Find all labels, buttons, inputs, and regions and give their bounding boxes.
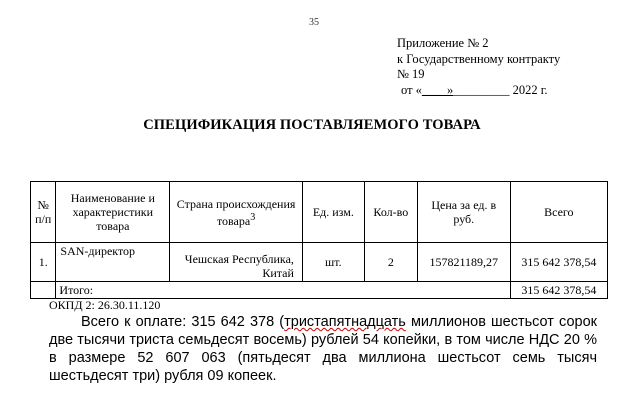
cell-unit: шт. xyxy=(302,243,364,282)
header-country-text: Страна происхождения товара xyxy=(176,196,296,228)
payment-misspelled-word: тристапятнадцать xyxy=(284,314,406,330)
date-year: 2022 г. xyxy=(509,82,548,97)
date-month-blank: _________ xyxy=(453,82,510,97)
appendix-line-2: к Государственному контракту xyxy=(397,51,561,66)
cell-name: SAN-директор xyxy=(56,243,170,282)
okpd-code: ОКПД 2: 26.30.11.120 xyxy=(49,298,161,312)
header-total: Всего xyxy=(510,182,607,243)
cell-total-blank xyxy=(31,282,56,299)
header-country xyxy=(170,182,303,243)
header-num: № п/п xyxy=(31,182,56,243)
cell-num: 1. xyxy=(31,243,56,282)
document-title: СПЕЦИФИКАЦИЯ ПОСТАВЛЯЕМОГО ТОВАРА xyxy=(143,117,481,133)
header-unit: Ед. изм. xyxy=(302,182,364,243)
cell-total: 315 642 378,54 xyxy=(510,243,607,282)
specification-table xyxy=(30,181,608,299)
date-day-blank: ____» xyxy=(421,82,454,97)
appendix-date xyxy=(401,83,560,99)
cell-qty: 2 xyxy=(364,243,417,282)
header-country-footnote: 3 xyxy=(250,211,256,223)
cell-country: Чешская Республика, Китай xyxy=(170,243,303,282)
header-name: Наименование и характеристики товара xyxy=(56,182,170,243)
page-number: 35 xyxy=(309,17,319,28)
table-header-row xyxy=(31,182,608,243)
payment-text-2: миллионов шестьсот сорок две тысячи триста семьдесят восемь) рублей 54 копейки, в том числе НДС 20 % в размере 52 607 063 (пятьдесят два миллиона шестьсот семь тысяч шестьдесят три) рубля 09 копеек. xyxy=(49,314,598,384)
header-price: Цена за ед. в руб. xyxy=(417,182,510,243)
cell-price: 157821189,27 xyxy=(417,243,510,282)
appendix-header xyxy=(397,36,560,98)
table-total-row xyxy=(31,282,608,299)
payment-text-1: Всего к оплате: 315 642 378 ( xyxy=(81,314,285,330)
header-qty: Кол-во xyxy=(364,182,417,243)
cell-grand-total: 315 642 378,54 xyxy=(510,282,607,299)
appendix-line-3: № 19 xyxy=(397,67,425,81)
table-row xyxy=(31,243,608,282)
date-prefix: от « xyxy=(401,82,422,97)
cell-total-label: Итого: xyxy=(56,282,510,299)
payment-paragraph xyxy=(49,313,597,385)
appendix-line-1: Приложение № 2 xyxy=(397,36,489,50)
